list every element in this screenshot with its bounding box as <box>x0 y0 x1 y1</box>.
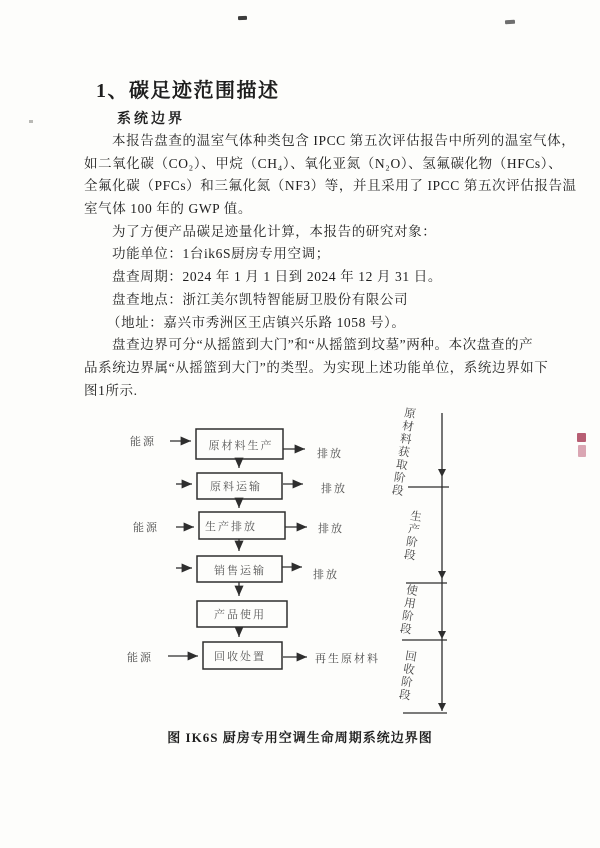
body-line: 如二氧化碳（CO₂）、甲烷（CH₄）、氧化亚氮（N₂O）、氢氟碳化物（HFCs）、 <box>84 155 563 171</box>
red-pen-mark <box>578 445 586 457</box>
body-line: 品系统边界属“从摇篮到大门”的类型。为实现上述功能单位，系统边界如下 <box>84 359 549 375</box>
svg-text:原材料生产: 原材料生产 <box>208 440 274 452</box>
flow-box-recycling <box>127 642 380 669</box>
emission-output-label: 排放 <box>321 483 347 495</box>
svg-text:原料运输: 原料运输 <box>210 481 262 493</box>
figure-caption: 图 IK6S 厨房专用空调生命周期系统边界图 <box>167 730 433 745</box>
body-line: 室气体 100 年的 GWP 值。 <box>84 201 252 217</box>
flow-box-raw-material-production <box>130 429 343 460</box>
section-heading: 1、碳足迹范围描述 <box>96 80 280 102</box>
svg-text:销售运输: 销售运输 <box>214 565 266 577</box>
scan-speck <box>505 20 515 25</box>
recycled-material-label: 再生原材料 <box>315 653 380 665</box>
flow-box-production <box>133 512 344 539</box>
stage-label-raw-material-acquisition: 原材料获取阶段 <box>389 406 416 498</box>
subsection-heading: 系统边界 <box>117 112 185 127</box>
emission-output-label: 排放 <box>317 448 343 460</box>
stage-label-recycling: 回收阶段 <box>396 649 417 703</box>
body-line: 盘查地点：浙江美尔凯特智能厨卫股份有限公司 <box>112 291 409 307</box>
scan-speck <box>29 120 33 123</box>
flow-box-raw-material-transport <box>176 473 347 499</box>
stage-label-use: 使用阶段 <box>397 583 418 637</box>
svg-text:回收处置: 回收处置 <box>214 651 266 663</box>
red-pen-mark <box>577 433 586 442</box>
energy-input-label: 能源 <box>133 522 159 534</box>
body-line: 盘查边界可分“从摇篮到大门”和“从摇篮到坟墓”两种。本次盘查的产 <box>112 337 534 353</box>
flow-box-sales-transport <box>176 556 339 582</box>
emission-output-label: 排放 <box>313 569 339 581</box>
energy-input-label: 能源 <box>130 436 156 448</box>
body-line: 图1所示. <box>84 382 138 398</box>
scan-speck <box>238 16 247 20</box>
emission-output-label: 排放 <box>318 523 344 535</box>
svg-text:产品使用: 产品使用 <box>214 609 266 621</box>
body-text <box>84 130 577 402</box>
flow-box-product-use <box>197 601 287 627</box>
body-line: 全氟化碳（PFCs）和三氟化氮（NF3）等，并且采用了 IPCC 第五次评估报告温 <box>84 178 577 194</box>
body-line: 功能单位：1台ik6S厨房专用空调； <box>112 246 330 262</box>
body-line: 本报告盘查的温室气体种类包含 IPCC 第五次评估报告中所列的温室气体， <box>112 133 576 148</box>
energy-input-label: 能源 <box>127 652 153 664</box>
body-line: 为了方便产品碳足迹量化计算，本报告的研究对象： <box>112 223 437 239</box>
stage-label-production: 生产阶段 <box>401 509 422 563</box>
body-line: （地址：嘉兴市秀洲区王店镇兴乐路 1058 号）。 <box>107 314 406 330</box>
svg-text:生产排放: 生产排放 <box>205 521 257 533</box>
body-line: 盘查周期：2024 年 1 月 1 日到 2024 年 12 月 31 日。 <box>112 269 442 285</box>
